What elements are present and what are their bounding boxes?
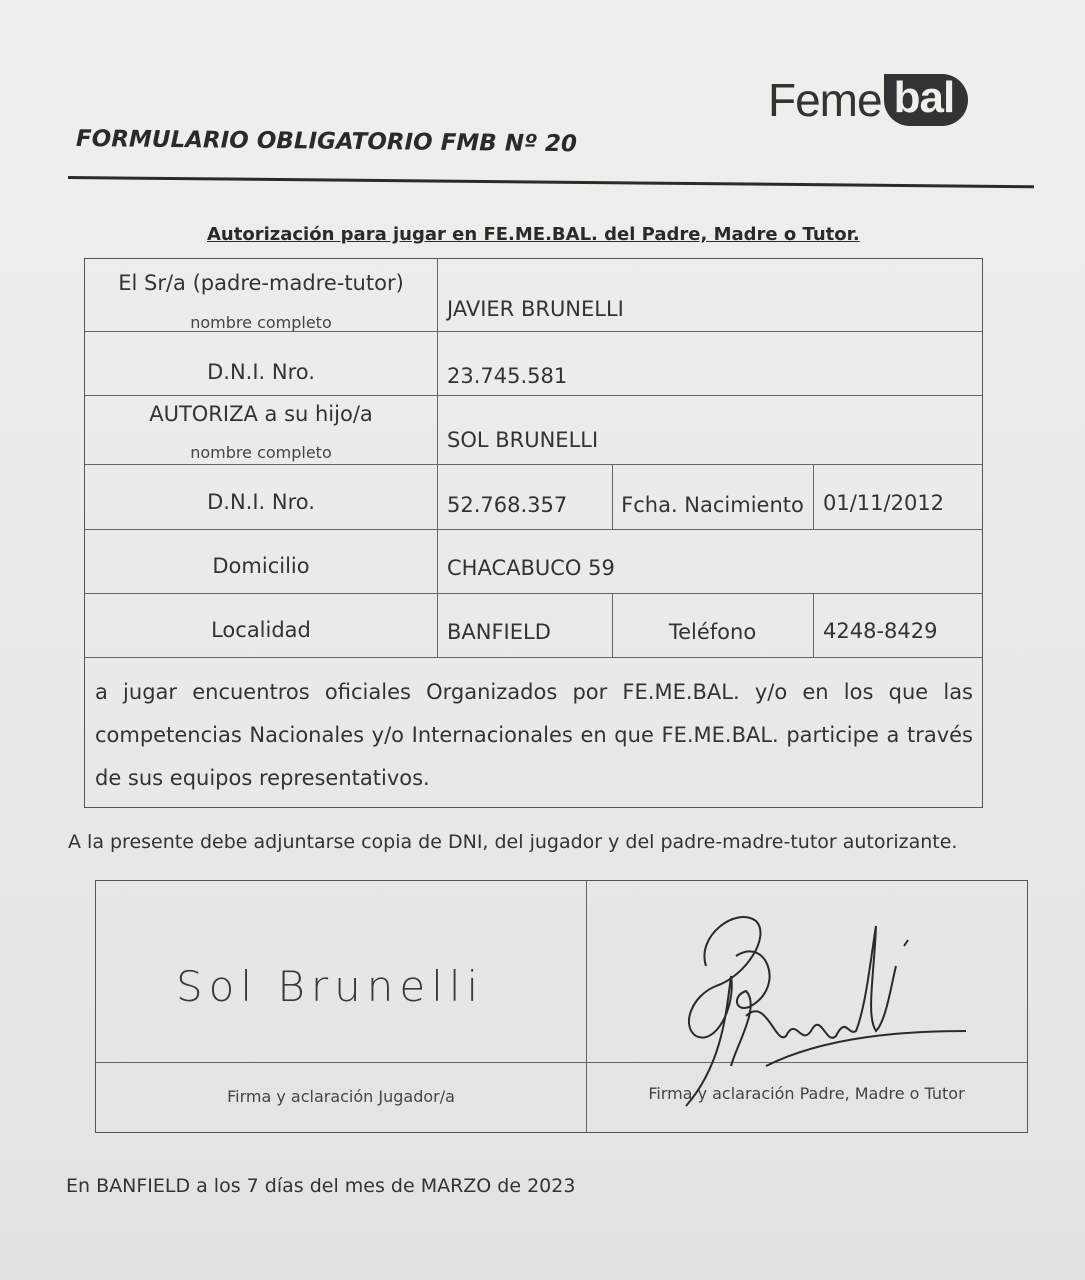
date-place-footer: En BANFIELD a los 7 días del mes de MARZO de 2023	[66, 1175, 576, 1197]
parent-signature	[676, 896, 976, 1111]
col-divider	[437, 259, 438, 657]
tutor-label: El Sr/a (padre-madre-tutor)	[118, 271, 404, 295]
tutor-name-value: JAVIER BRUNELLI	[447, 297, 624, 321]
birth-date-value: 01/11/2012	[823, 491, 945, 515]
tutor-sublabel: nombre completo	[190, 313, 332, 332]
col-divider	[813, 593, 814, 657]
player-signature	[166, 951, 486, 1021]
child-dni-value: 52.768.357	[447, 493, 568, 517]
city-label: Localidad	[211, 618, 311, 642]
row-divider	[85, 464, 982, 465]
logo-pill: bal	[884, 74, 969, 126]
tutor-dni-value: 23.745.581	[447, 364, 568, 388]
row-divider	[85, 657, 982, 658]
form-subtitle: Autorización para jugar en FE.ME.BAL. del Padre, Madre o Tutor.	[207, 224, 860, 245]
address-value: CHACABUCO 59	[447, 556, 615, 580]
row-divider	[85, 395, 982, 396]
col-divider	[813, 464, 814, 529]
signature-table	[95, 880, 1028, 1133]
row-divider	[85, 593, 982, 594]
title-rule	[68, 176, 1034, 188]
phone-value: 4248-8429	[823, 619, 938, 643]
child-sublabel: nombre completo	[190, 443, 332, 462]
femebal-logo	[768, 70, 968, 130]
birth-date-label: Fcha. Nacimiento	[621, 493, 804, 517]
child-name-value: SOL BRUNELLI	[447, 428, 599, 452]
authorization-table	[84, 258, 983, 808]
city-value: BANFIELD	[447, 620, 551, 644]
form-title: FORMULARIO OBLIGATORIO FMB Nº 20	[75, 126, 578, 158]
player-signature-text: Sol Brunelli	[176, 962, 485, 1011]
attachment-note: A la presente debe adjuntarse copia de DNI, del jugador y del padre-madre-tutor autorizante.	[68, 831, 958, 853]
child-label: AUTORIZA a su hijo/a	[149, 402, 373, 426]
authorization-paragraph: a jugar encuentros oficiales Organizados por FE.ME.BAL. y/o en los que las competencias Nacionales y/o Internacionales en que FE.ME.BAL. participe a través de sus equipos representativos.	[95, 680, 973, 790]
player-signature-label: Firma y aclaración Jugador/a	[227, 1087, 455, 1106]
phone-label: Teléfono	[668, 620, 757, 644]
row-divider	[85, 529, 982, 530]
child-dni-label: D.N.I. Nro.	[207, 490, 315, 514]
parent-signature-label: Firma y aclaración Padre, Madre o Tutor	[648, 1084, 965, 1103]
tutor-dni-label: D.N.I. Nro.	[207, 360, 315, 384]
logo-text: Feme	[768, 74, 882, 126]
address-label: Domicilio	[212, 554, 310, 578]
